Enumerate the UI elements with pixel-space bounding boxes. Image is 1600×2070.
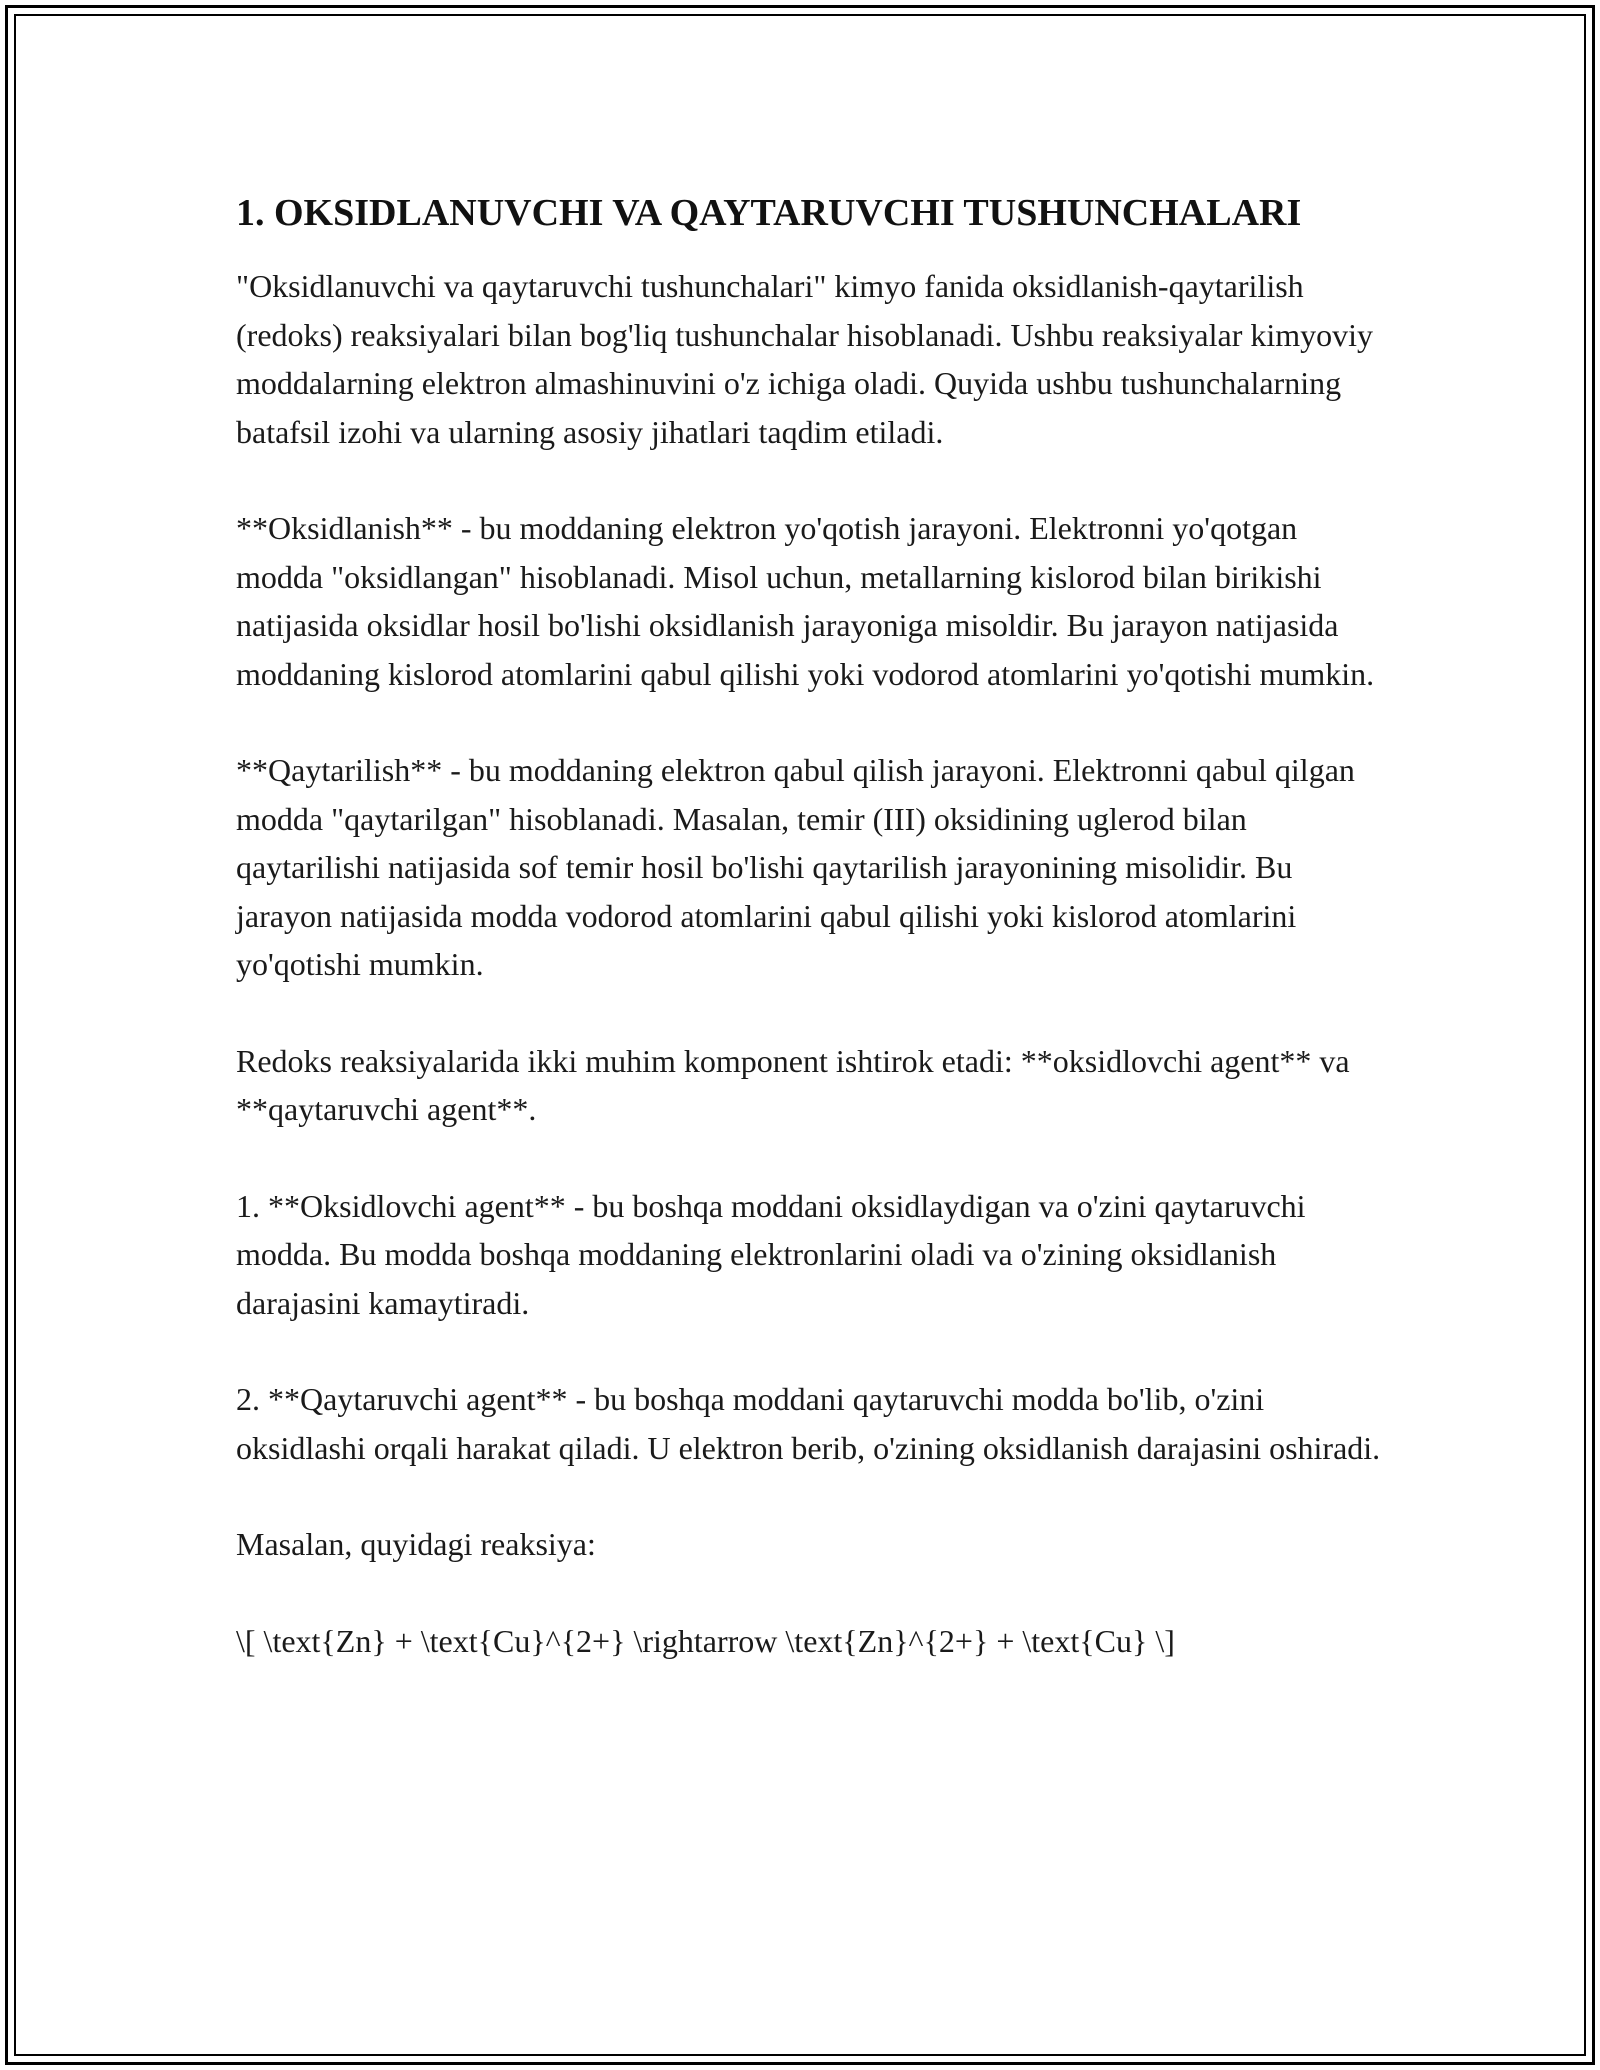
paragraph-intro: "Oksidlanuvchi va qaytaruvchi tushunchalari" kimyo fanida oksidlanish-qaytarilish (redoks) reaksiyalari bilan bog'liq tushunchalar hisoblanadi. Ushbu reaksiyalar kimyoviy moddalarning elektron almashinuvini o'z ichiga oladi. Quyida ushbu tushunchalarning batafsil izohi va ularning asosiy jihatlari taqdim etiladi. (236, 268, 1374, 450)
paragraph-qaytarilish: **Qaytarilish** - bu moddaning elektron qabul qilish jarayoni. Elektronni qabul qilgan modda "qaytarilgan" hisoblanadi. Masalan, temir (III) oksidining uglerod bilan qaytarilishi natijasida sof temir hosil bo'lishi qaytarilish jarayonining misolidir. Bu jarayon natijasida modda vodorod atomlarini qabul qilishi yoki kislorod atomlarini yo'qotishi mumkin. (236, 752, 1355, 982)
reaction-formula: \[ \text{Zn} + \text{Cu}^{2+} \rightarrow \text{Zn}^{2+} + \text{Cu} \] (236, 1622, 1175, 1659)
paragraph-example-intro: Masalan, quyidagi reaksiya: (236, 1526, 596, 1562)
page-title: 1. OKSIDLANUVCHI VA QAYTARUVCHI TUSHUNCHALARI (236, 192, 1302, 234)
paragraph-redoks-components: Redoks reaksiyalarida ikki muhim komponent ishtirok etadi: **oksidlovchi agent** va **qaytaruvchi agent**. (236, 1042, 1350, 1127)
paragraph-oksidlovchi-agent: 1. **Oksidlovchi agent** - bu boshqa moddani oksidlaydigan va o'zini qaytaruvchi modda. Bu modda boshqa moddaning elektronlarini oladi va o'zining oksidlanish darajasini kamaytiradi. (236, 1187, 1306, 1321)
document-body (236, 188, 1386, 1713)
paragraph-oksidlanish: **Oksidlanish** - bu moddaning elektron yo'qotish jarayoni. Elektronni yo'qotgan modda "oksidlangan" hisoblanadi. Misol uchun, metallarning kislorod bilan birikishi natijasida oksidlar hosil bo'lishi oksidlanish jarayoniga misoldir. Bu jarayon natijasida moddaning kislorod atomlarini qabul qilishi yoki vodorod atomlarini yo'qotishi mumkin. (236, 510, 1375, 692)
paragraph-qaytaruvchi-agent: 2. **Qaytaruvchi agent** - bu boshqa moddani qaytaruvchi modda bo'lib, o'zini oksidlashi orqali harakat qiladi. U elektron berib, o'zining oksidlanish darajasini oshiradi. (236, 1381, 1381, 1466)
